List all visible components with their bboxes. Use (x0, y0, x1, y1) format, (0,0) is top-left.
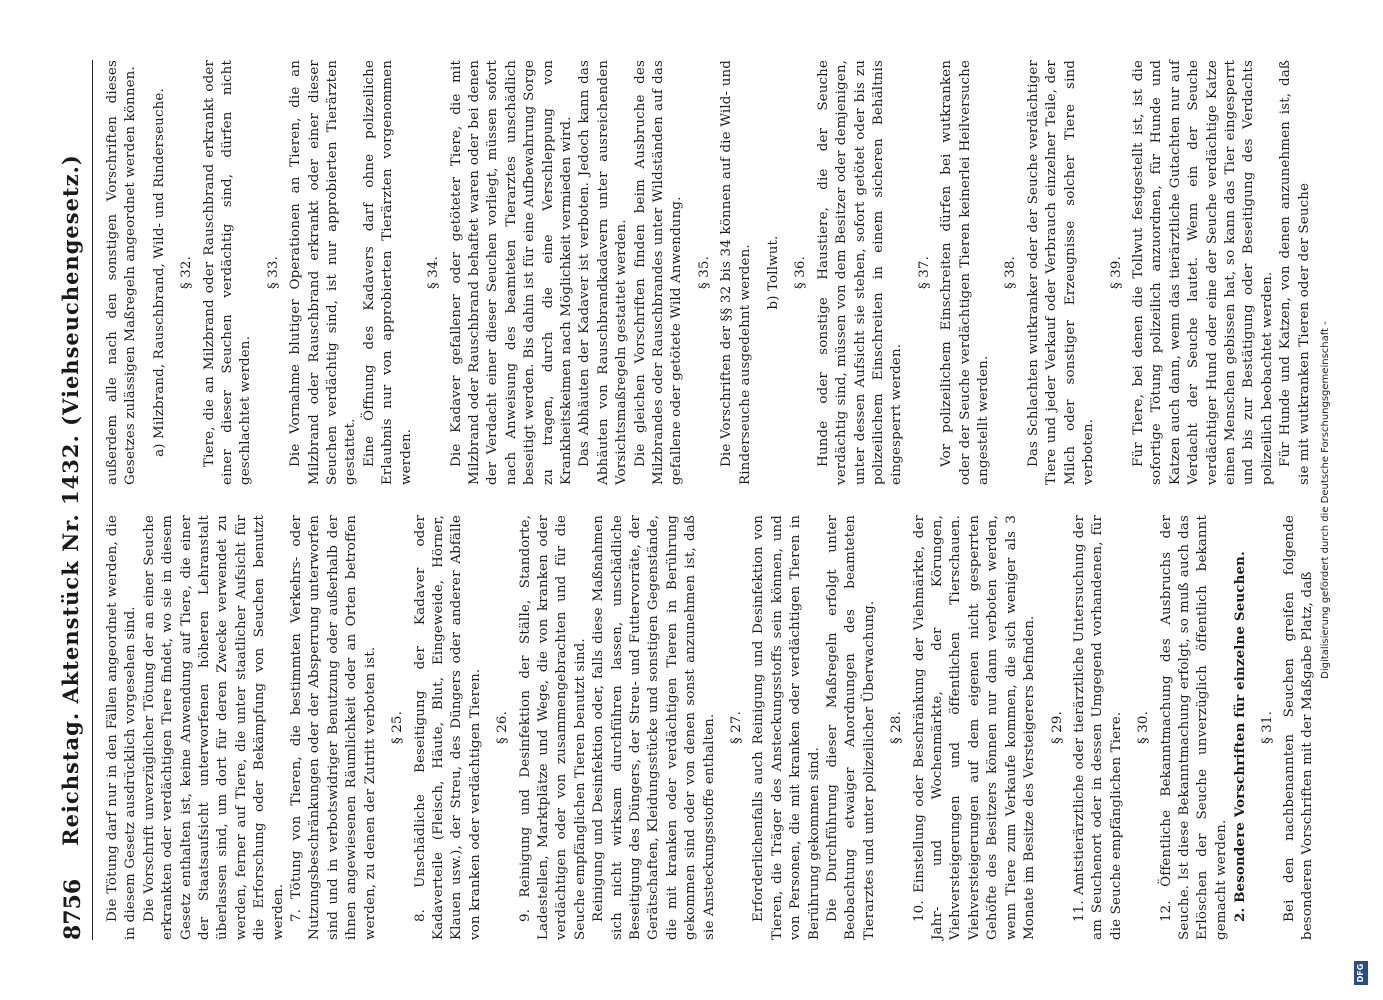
paragraph: Die Tötung darf nur in den Fällen angeordnet werden, die in diesem Gesetz ausdrücklich vorgesehen sind. (105, 515, 139, 940)
section-heading: § 36. (793, 256, 809, 289)
paragraph: 10. Einstellung oder Beschränkung der Viehmärkte, der Jahr- und Wochenmärkte, der Körungen, Viehversteigerungen und öffentlichen Tierschauen. Viehversteigerungen auf dem eigenen nicht gesperrten Gehöfte des Besitzers können nur dann verboten werden, wenn Tiere zum Verkaufe kommen, die sich weniger als 3 Monate im Besitze des Versteigerers befinden. (911, 515, 1038, 940)
page-title: Reichstag. Aktenstück Nr. 1432. (Viehseuchengesetz.) (58, 154, 83, 846)
paragraph: Die Durchführung dieser Maßregeln erfolgt unter Beobachtung etwaiger Anordnungen des beamteten Tierarztes und unter polizeilicher Überwachung. (825, 515, 877, 940)
paragraph: Bei den nachbenannten Seuchen greifen folgende besonderen Vorschriften mit der Maßgabe Platz, daß (1281, 515, 1316, 940)
paragraph: Vor polizeilichem Einschreiten dürfen bei wutkranken oder der Seuche verdächtigen Tieren keinerlei Heilversuche angestellt werden. (939, 60, 992, 485)
section-heading: § 28. (889, 711, 905, 744)
subsection-heading: b) Tollwut. (766, 235, 781, 310)
section-heading: § 31. (1259, 711, 1275, 744)
paragraph: Die gleichen Vorschriften finden beim Ausbruche des Milzbrandes oder Rauschbrandes unter Wildständen auf das gefallene oder getötete Wild Anwendung. (632, 60, 685, 485)
bold-heading: 2. Besondere Vorschriften für einzelne Seuchen. (1232, 551, 1249, 922)
paragraph: Tiere, die an Milzbrand oder Rauschbrand erkrankt oder einer dieser Seuchen verdächtig sind, dürfen nicht geschlachtet werden. (201, 60, 254, 485)
paragraph: Die Vorschriften der §§ 32 bis 34 können auf die Wild- und Rinderseuche ausgedehnt werden. (719, 60, 753, 485)
paragraph: 11. Amtstierärztliche oder tierärztliche Untersuchung der am Seuchenort oder in dessen Umgegend vorhandenen, für die Seuche empfänglichen Tiere. (1071, 515, 1124, 940)
paragraph: Erforderlichenfalls auch Reinigung und Desinfektion von Tieren, die Träger des Ansteckungsstoffs sein können, und von Personen, die mit kranken oder verdächtigen Tieren in Berührung gekommen sind. (751, 515, 822, 940)
paragraph: Für Tiere, bei denen die Tollwut festgestellt ist, ist die sofortige Tötung polizeilich anzuordnen, für Hunde und Katzen auch dann, wenn das tierärztliche Gutachten nur auf Verdacht der Seuche lautet. Wenn ein der Seuche verdächtiger Hund oder eine der Seuche verdächtige Katze einen Menschen gebissen hat, so kann das Tier eingesperrt und bis zur Bestätigung oder Beseitigung des Verdachts polizeilich beobachtet werden. (1130, 60, 1275, 485)
dfg-badge: DFG (1354, 961, 1368, 985)
paragraph: Das Schlachten wutkranker oder der Seuche verdächtiger Tiere und jeder Verkauf oder Verbrauch einzelner Teile, der Milch oder sonstiger Erzeugnisse solcher Tiere sind verboten. (1025, 60, 1097, 485)
paragraph: Die Kadaver gefallener oder getöteter Tiere, die mit Milzbrand oder Rauschbrand behaftet waren oder bei denen der Verdacht einer dieser Seuchen vorliegt, müssen sofort nach Anweisung des beamteten Tierarztes unschädlich beseitigt werden. Bis dahin ist für eine Aufbewahrung Sorge zu tragen, durch die eine Verschleppung von Krankheitskeimen nach Möglichkeit vermieden wird. (448, 60, 574, 485)
paragraph: Reinigung und Desinfektion oder, falls diese Maßnahmen sich nicht wirksam durchführen lassen, unschädliche Beseitigung des Düngers, der Streu- und Futtervorräte, der Gerätschaften, Kleidungsstücke und sonstigen Gegenstände, die mit kranken oder verdächtigen Tieren in Berührung gekommen sind oder von denen sonst anzunehmen ist, daß sie Ansteckungsstoffe enthalten. (591, 515, 717, 940)
left-text-column (104, 515, 1316, 940)
paragraph: 9. Reinigung und Desinfektion der Ställe, Standorte, Ladestellen, Marktplätze und Wege, die von kranken oder verdächtigen oder von zusammengebrachten und für die Seuche empfänglichen Tieren benutzt sind. (517, 515, 588, 940)
paragraph: Das Abhäuten der Kadaver ist verboten. Jedoch kann das Abhäuten von Rauschbrandkadavern unter ausreichenden Vorsichtsmaßregeln gestattet werden. (577, 60, 630, 485)
continued-paragraph: außerdem alle nach den sonstigen Vorschriften dieses Gesetzes zulässigen Maßregeln angeordnet werden können. (105, 60, 139, 485)
paragraph: Die Vorschrift unverzüglicher Tötung der an einer Seuche erkrankten oder verdächtigen Tiere findet, wo sie in diesem Gesetz enthalten ist, keine Anwendung auf Tiere, die einer der Staatsaufsicht unterworfenen höheren Lehranstalt überlassen sind, um dort für deren Zwecke verwendet zu werden, ferner auf Tiere, die unter staatlicher Aufsicht für die Erforschung oder Bekämpfung von Seuchen benutzt werden. (141, 515, 286, 940)
page-header (52, 60, 93, 940)
section-heading: § 34. (426, 256, 442, 289)
section-heading: § 37. (916, 256, 932, 289)
page-number: 8756 (60, 878, 86, 940)
paragraph: Hunde oder sonstige Haustiere, die der Seuche verdächtig sind, müssen von dem Besitzer oder demjenigen, unter dessen Aufsicht sie stehen, sofort getötet oder bis zu polizeilichem Einschreiten in einem sicheren Behältnis eingesperrt werden. (815, 60, 905, 485)
paragraph: Eine Öffnung des Kadavers darf ohne polizeiliche Erlaubnis nur von approbierten Tierärzten vorgenommen werden. (361, 60, 414, 485)
paragraph: Die Vornahme blutiger Operationen an Tieren, die an Milzbrand oder Rauschbrand erkrankt oder einer dieser Seuchen verdächtig sind, ist nur approbierten Tierärzten gestattet. (288, 60, 359, 485)
section-heading: § 35. (696, 256, 712, 289)
section-heading: § 29. (1049, 711, 1065, 744)
section-heading: § 30. (1136, 711, 1152, 744)
section-heading: § 27. (729, 711, 744, 744)
section-heading: § 39. (1108, 256, 1124, 289)
section-heading: § 38. (1003, 256, 1019, 289)
right-text-column (104, 60, 1312, 485)
section-heading: § 32. (179, 256, 195, 289)
section-heading: § 26. (495, 711, 511, 744)
paragraph: 12. Öffentliche Bekanntmachung des Ausbruchs der Seuche. Ist diese Bekanntmachung erfolgt, so muß auch das Erlöschen der Seuche unverzüglich öffentlich bekannt gemacht werden. (1158, 515, 1229, 940)
section-heading: § 33. (265, 256, 281, 289)
digitization-note: Digitalisierung gefördert durch die Deutsche Forschungsgemeinschaft - (1320, 321, 1331, 679)
subsection-heading: a) Milzbrand, Rauschbrand, Wild- und Rinderseuche. (151, 88, 167, 457)
paragraph: Für Hunde und Katzen, von denen anzunehmen ist, daß sie mit wutkranken Tieren oder der Seuche (1278, 60, 1312, 485)
paragraph: 8. Unschädliche Beseitigung der Kadaver oder Kadaverteile (Fleisch, Häute, Blut, Eingeweide, Hörner, Klauen usw.), der Streu, des Düngers oder anderer Abfälle von kranken oder verdächtigen Tieren. (412, 515, 483, 940)
paragraph: 7. Tötung von Tieren, die bestimmten Verkehrs- oder Nutzungsbeschränkungen oder der Absperrung unterworfen sind und in verbotswidriger Benutzung oder außerhalb der ihnen angewiesenen Räumlichkeit oder an Orten betroffen werden, zu denen der Zutritt verboten ist. (289, 515, 378, 940)
section-heading: § 25. (390, 711, 406, 744)
